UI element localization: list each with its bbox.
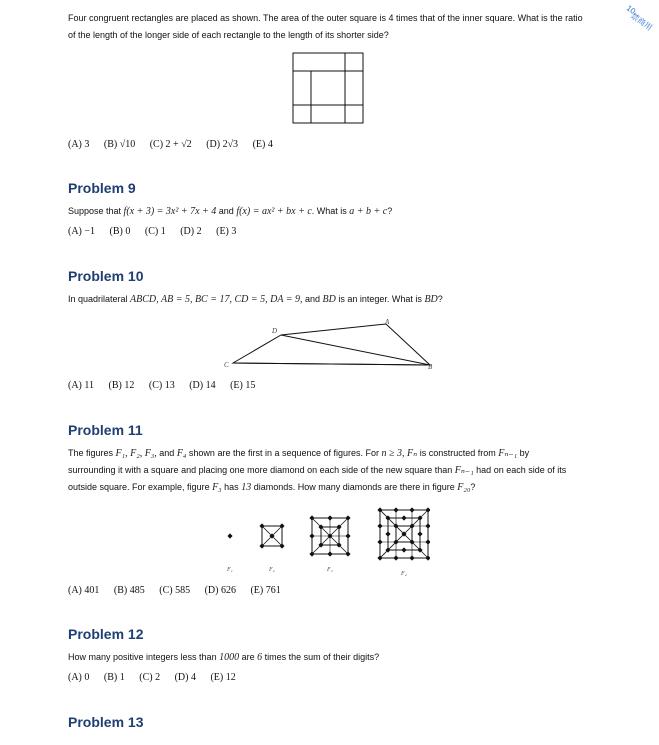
choice: (E) 15	[230, 380, 256, 391]
choice: (B) √10	[103, 139, 136, 150]
choice: (A) 401	[68, 585, 100, 596]
intro-line-2: of the length of the longer side of each rectangle to the length of its shorter side?	[68, 30, 389, 40]
problem-11-choices	[68, 585, 293, 596]
watermark-text: 禁商用	[629, 11, 654, 33]
choice: (D) 2	[180, 226, 202, 237]
figure-label-f3: F₃	[327, 567, 333, 573]
figure-f4	[377, 507, 430, 560]
quadrilateral-figure	[220, 316, 440, 374]
problem-11-line-1: The figures F₁, F₂, F₃, and F₄ shown are the first in a sequence of figures. For n ≥ 3, Fₙ is constructed from Fₙ₋₁ by	[68, 448, 530, 459]
vertex-label-d: D	[272, 327, 278, 335]
problem-9-choices	[68, 226, 248, 237]
choice: (D) 2√3	[206, 139, 239, 150]
choice: (A) 0	[68, 672, 90, 683]
choice: (A) 3	[68, 139, 90, 150]
problem-11-line-2: surrounding it with a square and placing one more diamond on each side of the new square than Fₙ₋₁ had on each side of its	[68, 465, 567, 476]
choice: (B) 1	[103, 672, 125, 683]
choice: (D) 4	[174, 672, 196, 683]
watermark-stamp	[612, 0, 657, 41]
vertex-label-b: B	[428, 363, 433, 371]
choice: (C) 13	[148, 380, 175, 391]
diamond-figures	[220, 502, 430, 580]
figure-label-f2: F₂	[269, 567, 275, 573]
problem-10-statement: In quadrilateral ABCD, AB = 5, BC = 17, CD = 5, DA = 9, and BD is an integer. What is BD?	[68, 294, 443, 305]
choice: (D) 14	[189, 380, 216, 391]
choice: (B) 485	[113, 585, 145, 596]
watermark-mark: 10	[624, 3, 638, 16]
choice: (C) 2 + √2	[149, 139, 192, 150]
figure-f2	[259, 523, 284, 548]
intro-choices	[68, 139, 285, 150]
problem-9-statement: Suppose that f(x + 3) = 3x² + 7x + 4 and f(x) = ax² + bx + c. What is a + b + c?	[68, 206, 393, 217]
choice: (E) 3	[216, 226, 237, 237]
intro-line-1: Four congruent rectangles are placed as shown. The area of the outer square is 4 times that of the inner square. What is the ratio	[68, 13, 583, 23]
choice: (B) 12	[108, 380, 135, 391]
problem-13-title: Problem 13	[68, 714, 144, 730]
choice: (D) 626	[204, 585, 236, 596]
rectangles-figure	[292, 52, 364, 124]
vertex-label-a: A	[385, 318, 390, 326]
choice: (E) 12	[210, 672, 236, 683]
choice: (E) 4	[252, 139, 273, 150]
choice: (C) 585	[159, 585, 191, 596]
problem-11-line-3: outside square. For example, figure F₃ has 13 diamonds. How many diamonds are there in figure F₂₀?	[68, 482, 476, 493]
choice: (A) 11	[68, 380, 95, 391]
choice: (A) −1	[68, 226, 96, 237]
choice: (C) 1	[144, 226, 166, 237]
figure-label-f4: F₄	[401, 571, 407, 577]
problem-12-statement: How many positive integers less than 1000 are 6 times the sum of their digits?	[68, 652, 380, 663]
figure-f3	[309, 515, 350, 556]
problem-11-title: Problem 11	[68, 422, 143, 438]
problem-10-title: Problem 10	[68, 268, 144, 284]
vertex-label-c: C	[224, 361, 229, 369]
problem-9-title: Problem 9	[68, 180, 136, 196]
problem-10-choices	[68, 380, 267, 391]
choice: (B) 0	[109, 226, 131, 237]
problem-12-title: Problem 12	[68, 626, 144, 642]
choice: (E) 761	[250, 585, 281, 596]
figure-label-f1: F₁	[227, 567, 233, 573]
problem-12-choices	[68, 672, 248, 683]
choice: (C) 2	[139, 672, 161, 683]
